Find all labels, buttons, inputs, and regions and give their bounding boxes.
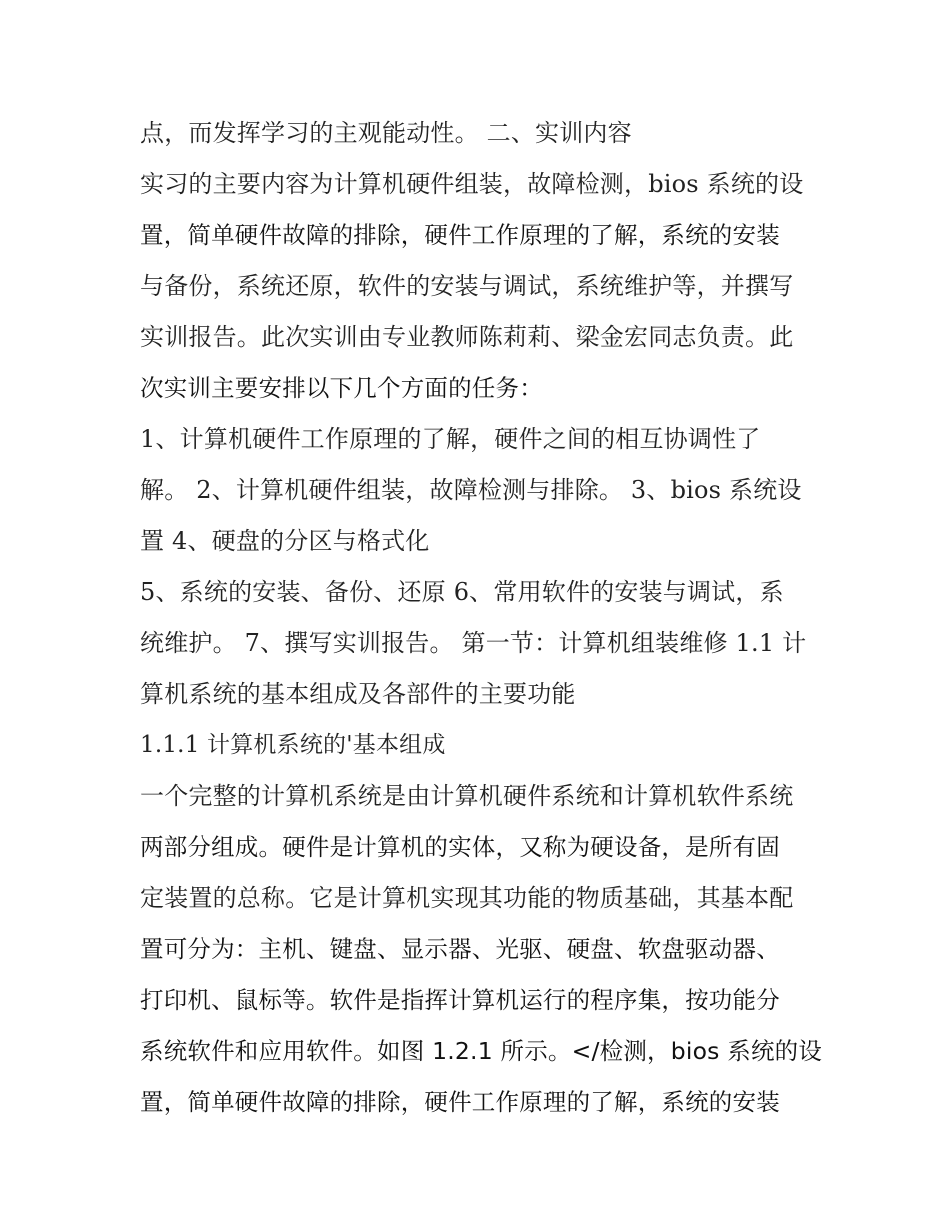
text-line: 实习的主要内容为计算机硬件组装，故障检测，bios 系统的设 bbox=[140, 170, 804, 198]
text-line: 置可分为：主机、键盘、显示器、光驱、硬盘、软盘驱动器、 bbox=[140, 935, 780, 963]
text-line: 算机系统的基本组成及各部件的主要功能 bbox=[140, 680, 576, 708]
text-line: 两部分组成。硬件是计算机的实体，又称为硬设备，是所有固 bbox=[140, 833, 780, 861]
text-line: 点，而发挥学习的主观能动性。 二、实训内容 bbox=[140, 119, 632, 147]
text-line: 与备份，系统还原，软件的安装与调试，系统维护等，并撰写 bbox=[140, 272, 794, 300]
text-line: 置，简单硬件故障的排除，硬件工作原理的了解，系统的安装 bbox=[140, 221, 780, 249]
text-line: 打印机、鼠标等。软件是指挥计算机运行的程序集，按功能分 bbox=[140, 986, 780, 1014]
text-line: 系统软件和应用软件。如图 1.2.1 所示。</检测，bios 系统的设 bbox=[140, 1037, 823, 1065]
text-line: 一个完整的计算机系统是由计算机硬件系统和计算机软件系统 bbox=[140, 782, 794, 810]
text-line: 置 4、硬盘的分区与格式化 bbox=[140, 527, 430, 555]
text-line: 解。 2、计算机硬件组装，故障检测与排除。 3、bios 系统设 bbox=[140, 476, 802, 504]
text-line: 次实训主要安排以下几个方面的任务： bbox=[140, 374, 543, 402]
text-line: 5、系统的安装、备份、还原 6、常用软件的安装与调试，系 bbox=[140, 578, 784, 606]
text-line: 1、计算机硬件工作原理的了解，硬件之间的相互协调性了 bbox=[140, 425, 761, 453]
text-line: 置，简单硬件故障的排除，硬件工作原理的了解，系统的安装 bbox=[140, 1088, 780, 1116]
text-line: 统维护。 7、撰写实训报告。 第一节：计算机组装维修 1.1 计 bbox=[140, 629, 807, 657]
text-line: 实训报告。此次实训由专业教师陈莉莉、梁金宏同志负责。此 bbox=[140, 323, 794, 351]
text-line: 定装置的总称。它是计算机实现其功能的物质基础，其基本配 bbox=[140, 884, 794, 912]
body-text bbox=[140, 108, 823, 1128]
section-heading: 1.1.1 计算机系统的'基本组成 bbox=[140, 732, 446, 758]
